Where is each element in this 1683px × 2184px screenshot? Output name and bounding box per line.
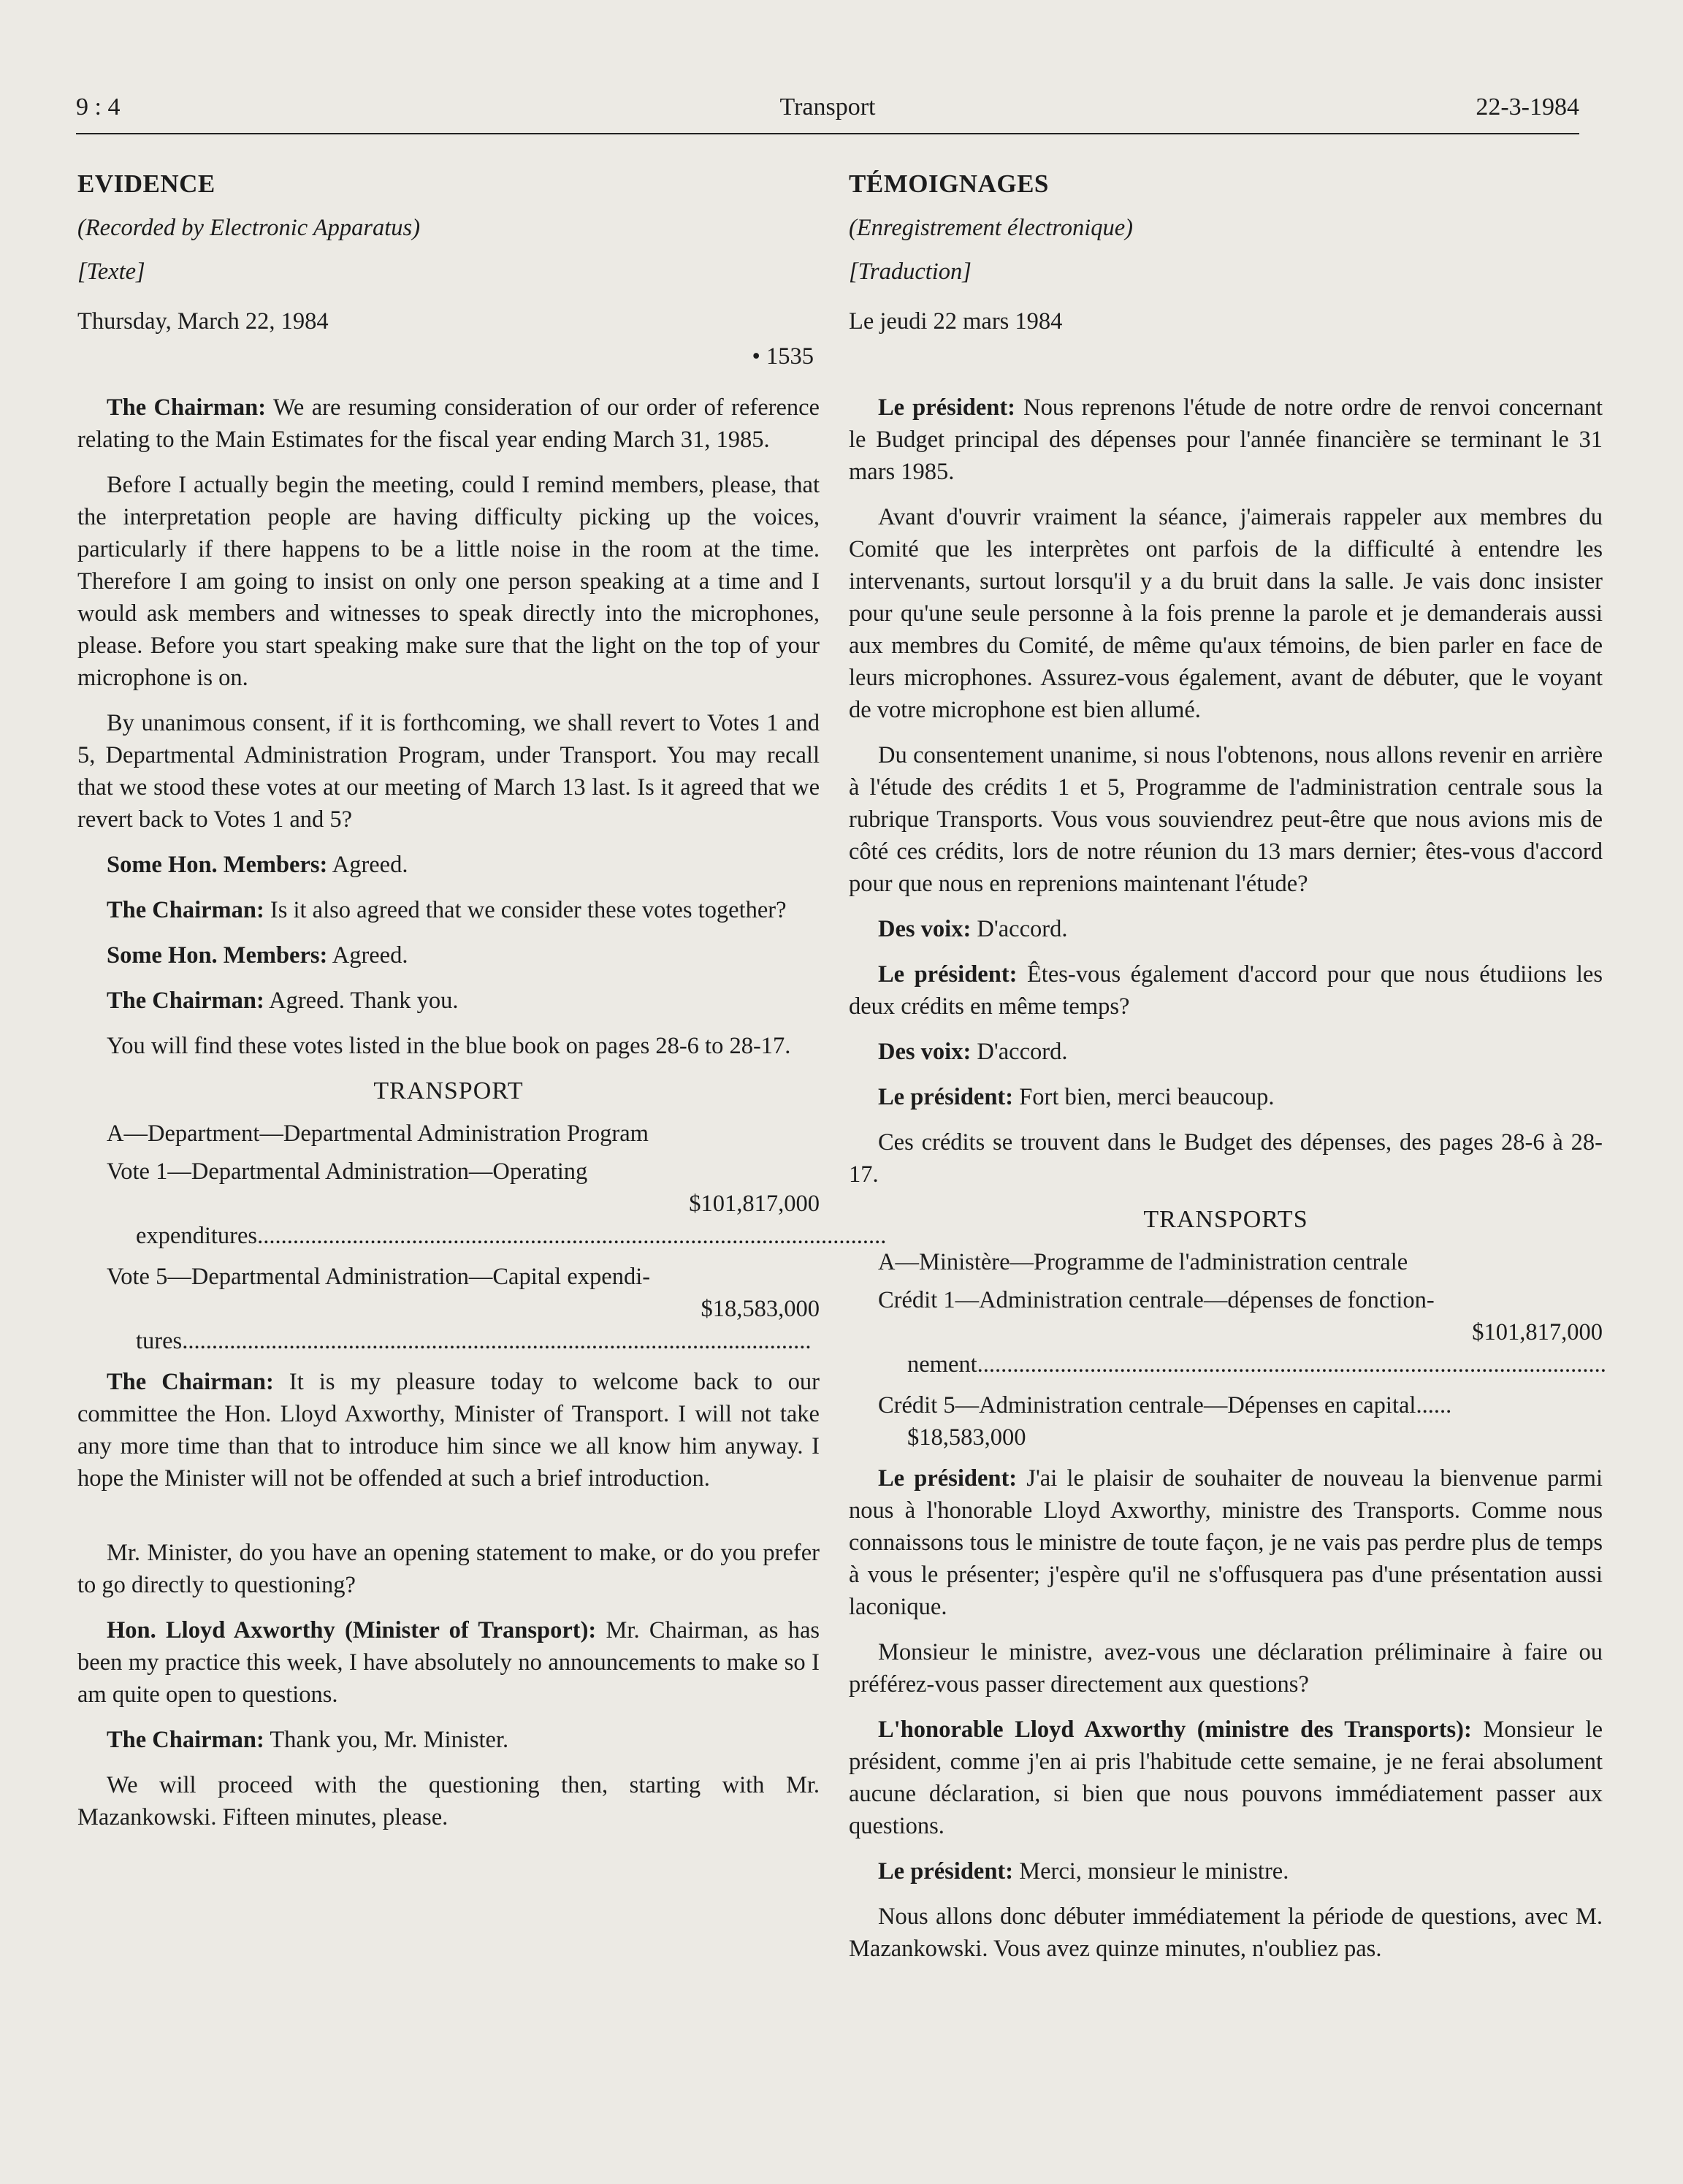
vote-1: Crédit 1—Administration centrale—dépenses de fonction- $101,817,000 nement..........................................................................................................	[878, 1287, 1606, 1378]
paragraph: Hon. Lloyd Axworthy (Minister of Transport): Mr. Chairman, as has been my practice this week, I have absolutely no announcements to make so I am quite open to questions.	[77, 1617, 820, 1708]
paragraph: Avant d'ouvrir vraiment la séance, j'aimerais rappeler aux membres du Comité que les interprètes ont parfois de la difficulté à entendre les intervenants, surtout lorsqu'il y a du bruit dans la salle. Je vais donc insister pour qu'une seule personne à la fois prenne la parole et je demanderais aussi aux membres du Comité, de même qu'aux témoins, de bien parler en face de leurs microphones. Assurez-vous également, avant de débuter, que le voyant de votre microphone est bien allumé.	[849, 504, 1603, 723]
speaker: The Chairman:	[107, 1369, 274, 1395]
speaker: Le président:	[878, 1084, 1014, 1110]
french-column	[849, 168, 1606, 1978]
page-header	[76, 88, 1579, 134]
paragraph: Mr. Minister, do you have an opening statement to make, or do you prefer to go directly to questioning?	[77, 1540, 820, 1598]
speaker: Le président:	[878, 961, 1018, 988]
estimates-title: TRANSPORT	[373, 1077, 524, 1104]
paragraph: We will proceed with the questioning then, starting with Mr. Mazankowski. Fifteen minutes, please.	[77, 1772, 820, 1830]
recording-note: (Recorded by Electronic Apparatus)	[77, 215, 421, 241]
language-tag: [Traduction]	[849, 259, 972, 285]
speaker: The Chairman:	[107, 988, 264, 1014]
section-heading: EVIDENCE	[77, 169, 215, 198]
speaker: Le président:	[878, 394, 1016, 421]
speaker: Some Hon. Members:	[107, 942, 328, 969]
paragraph: The Chairman: It is my pleasure today to welcome back to our committee the Hon. Lloyd Axworthy, Minister of Transport. I will not take any more time than that to introduce him since we all know him anyway. I hope the Minister will not be offended at such a brief introduction.	[77, 1369, 820, 1492]
paragraph: Le président: Fort bien, merci beaucoup.	[878, 1084, 1275, 1110]
vote-5: Crédit 5—Administration centrale—Dépenses en capital...... $18,583,000	[878, 1389, 1603, 1454]
page-number: 9 : 4	[76, 93, 121, 121]
paragraph: Des voix: D'accord.	[878, 1039, 1068, 1065]
speaker: Hon. Lloyd Axworthy (Minister of Transport):	[107, 1617, 597, 1643]
speaker: Le président:	[878, 1858, 1014, 1885]
section-heading: TÉMOIGNAGES	[849, 169, 1049, 198]
paragraph: The Chairman: Is it also agreed that we consider these votes together?	[107, 897, 787, 923]
speaker: Des voix:	[878, 1039, 972, 1065]
program-line: A—Department—Departmental Administration Program	[107, 1120, 649, 1147]
speaker: The Chairman:	[107, 897, 264, 923]
speaker: Des voix:	[878, 916, 972, 942]
estimates-title: TRANSPORTS	[1143, 1206, 1308, 1233]
paragraph: Du consentement unanime, si nous l'obtenons, nous allons revenir en arrière à l'étude des crédits 1 et 5, Programme de l'administration centrale sous la rubrique Transports. Vous vous souviendrez peut-être que nous avions mis de côté ces crédits, lors de notre réunion du 13 mars dernier; êtes-vous d'accord pour que nous en reprenions maintenant l'étude?	[849, 742, 1603, 897]
paragraph: Monsieur le ministre, avez-vous une déclaration préliminaire à faire ou préférez-vous passer directement aux questions?	[849, 1639, 1603, 1698]
language-tag: [Texte]	[77, 259, 145, 285]
paragraph: The Chairman: Thank you, Mr. Minister.	[107, 1727, 509, 1753]
paragraph: By unanimous consent, if it is forthcoming, we shall revert to Votes 1 and 5, Departmental Administration Program, under Transport. You may recall that we stood these votes at our meeting of March 13 last. Is it agreed that we revert back to Votes 1 and 5?	[77, 710, 820, 833]
english-column	[77, 168, 887, 1847]
vote-1-amount: $101,817,000	[1472, 1319, 1603, 1345]
sitting-date: Thursday, March 22, 1984	[77, 308, 329, 335]
speaker: The Chairman:	[107, 1727, 264, 1753]
vote-5: Vote 5—Departmental Administration—Capital expendi- $18,583,000 tures..........................................................................................................	[107, 1264, 820, 1354]
paragraph: Des voix: D'accord.	[878, 916, 1068, 942]
paragraph: Le président: Nous reprenons l'étude de notre ordre de renvoi concernant le Budget principal des dépenses pour l'année financière se terminant le 31 mars 1985.	[849, 394, 1603, 485]
paragraph: Before I actually begin the meeting, could I remind members, please, that the interpretation people are having difficulty picking up the voices, particularly if there happens to be a little noise in the room at the time. Therefore I am going to insist on only one person speaking at a time and I would ask members and witnesses to speak directly into the microphones, please. Before you start speaking make sure that the light on the top of your microphone is on.	[77, 472, 820, 691]
header-date: 22-3-1984	[1476, 93, 1579, 121]
vote-5-amount: $18,583,000	[907, 1424, 1026, 1451]
paragraph: Ces crédits se trouvent dans le Budget des dépenses, des pages 28-6 à 28-17.	[849, 1129, 1603, 1188]
time-stamp: • 1535	[752, 343, 814, 370]
speaker: The Chairman:	[107, 394, 267, 421]
program-line: A—Ministère—Programme de l'administration centrale	[878, 1249, 1408, 1275]
paragraph: Le président: Merci, monsieur le ministre.	[878, 1858, 1289, 1885]
paragraph: Some Hon. Members: Agreed.	[107, 942, 408, 969]
vote-1-amount: $101,817,000	[689, 1191, 820, 1217]
vote-5-amount: $18,583,000	[701, 1296, 820, 1322]
running-title: Transport	[779, 93, 876, 121]
paragraph: The Chairman: Agreed. Thank you.	[107, 988, 459, 1014]
paragraph: The Chairman: We are resuming consideration of our order of reference relating to the Main Estimates for the fiscal year ending March 31, 1985.	[77, 394, 820, 453]
sitting-date: Le jeudi 22 mars 1984	[849, 308, 1063, 335]
paragraph: You will find these votes listed in the blue book on pages 28-6 to 28-17.	[107, 1033, 791, 1059]
speaker: Le président:	[878, 1465, 1018, 1492]
paragraph: L'honorable Lloyd Axworthy (ministre des Transports): Monsieur le président, comme j'en ai pris l'habitude cette semaine, je ne ferai absolument aucune déclaration, si bien que nous pouvons immédiatement passer aux questions.	[849, 1717, 1603, 1839]
paragraph: Le président: J'ai le plaisir de souhaiter de nouveau la bienvenue parmi nous à l'honorable Lloyd Axworthy, ministre des Transports. Comme nous connaissons tous le ministre de toute façon, je ne vais pas perdre plus de temps à vous le présenter; j'espère qu'il ne s'offusquera pas d'une présentation aussi laconique.	[849, 1465, 1603, 1620]
speaker: L'honorable Lloyd Axworthy (ministre des Transports):	[878, 1717, 1472, 1743]
paragraph: Some Hon. Members: Agreed.	[107, 852, 408, 878]
paragraph: Le président: Êtes-vous également d'accord pour que nous étudiions les deux crédits en même temps?	[849, 961, 1603, 1020]
vote-1: Vote 1—Departmental Administration—Operating $101,817,000 expenditures..........................................................................................................	[107, 1158, 887, 1249]
recording-note: (Enregistrement électronique)	[849, 215, 1133, 241]
paragraph: Nous allons donc débuter immédiatement la période de questions, avec M. Mazankowski. Vous avez quinze minutes, n'oubliez pas.	[849, 1904, 1603, 1962]
speaker: Some Hon. Members:	[107, 852, 328, 878]
